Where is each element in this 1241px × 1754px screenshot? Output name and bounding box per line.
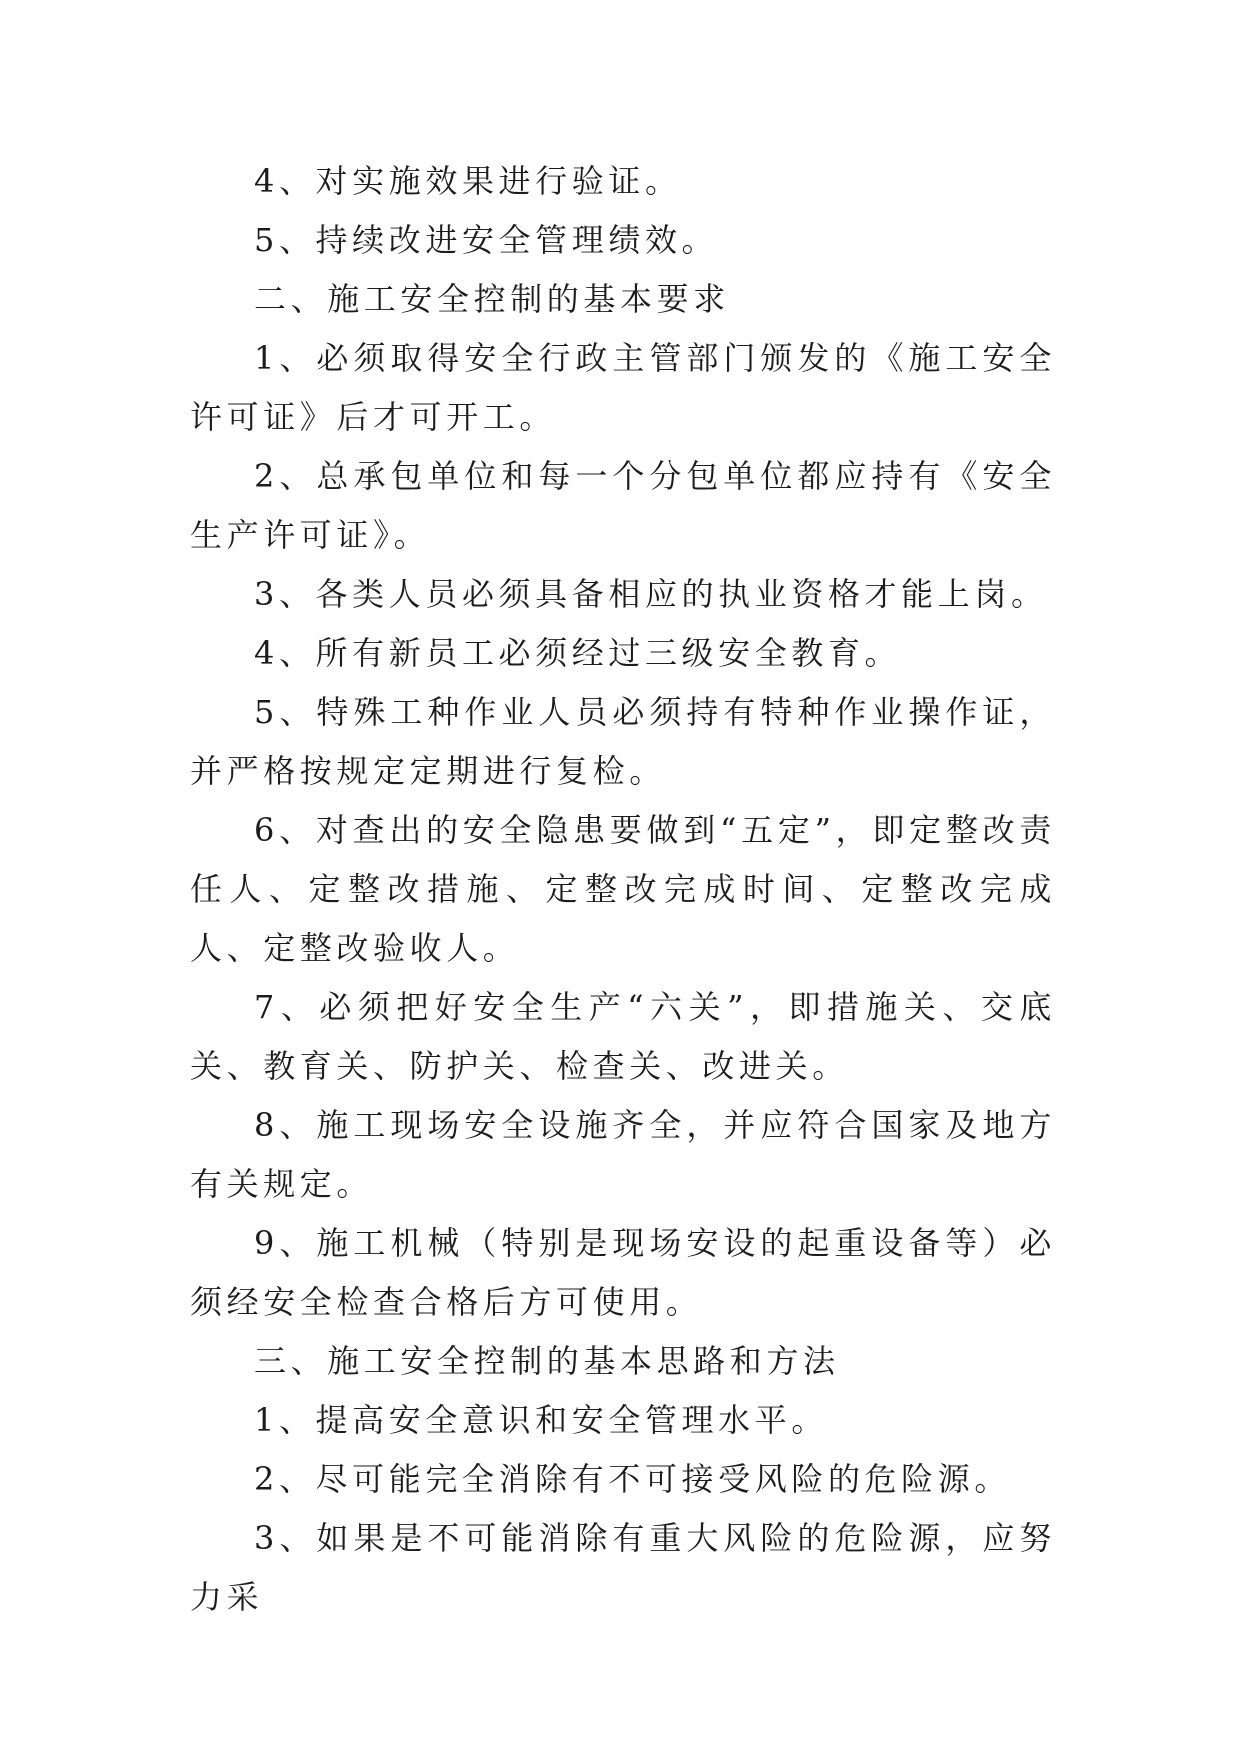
paragraph-requirement-5: 5、特殊工种作业人员必须持有特种作业操作证，并严格按规定定期进行复检。: [190, 693, 1056, 790]
paragraph-requirement-7: 7、必须把好安全生产“六关”，即措施关、交底关、教育关、防护关、检查关、改进关。: [190, 988, 1056, 1085]
section-heading-approach-methods: 三、施工安全控制的基本思路和方法: [254, 1342, 840, 1380]
paragraph-continuous-improvement: 5、持续改进安全管理绩效。: [254, 221, 719, 259]
section-heading-basic-requirements: 二、施工安全控制的基本要求: [254, 280, 730, 318]
paragraph-requirement-6: 6、对查出的安全隐患要做到“五定”，即定整改责任人、定整改措施、定整改完成时间、定整改完成人、定整改验收人。: [190, 811, 1056, 967]
paragraph-requirement-3: 3、各类人员必须具备相应的执业资格才能上岗。: [254, 575, 1048, 613]
document-body: [190, 152, 1056, 1627]
paragraph-method-3: 3、如果是不可能消除有重大风险的危险源，应努力采: [190, 1519, 1056, 1616]
paragraph-requirement-9: 9、施工机械（特别是现场安设的起重设备等）必须经安全检查合格后方可使用。: [190, 1224, 1056, 1321]
paragraph-requirement-8: 8、施工现场安全设施齐全，并应符合国家及地方有关规定。: [190, 1106, 1056, 1203]
paragraph-method-2: 2、尽可能完全消除有不可接受风险的危险源。: [254, 1460, 1011, 1498]
paragraph-method-1: 1、提高安全意识和安全管理水平。: [254, 1401, 828, 1439]
paragraph-requirement-2: 2、总承包单位和每一个分包单位都应持有《安全生产许可证》。: [190, 457, 1056, 554]
paragraph-requirement-1: 1、必须取得安全行政主管部门颁发的《施工安全许可证》后才可开工。: [190, 339, 1056, 436]
paragraph-verify-effect: 4、对实施效果进行验证。: [254, 162, 682, 200]
paragraph-requirement-4: 4、所有新员工必须经过三级安全教育。: [254, 634, 902, 672]
